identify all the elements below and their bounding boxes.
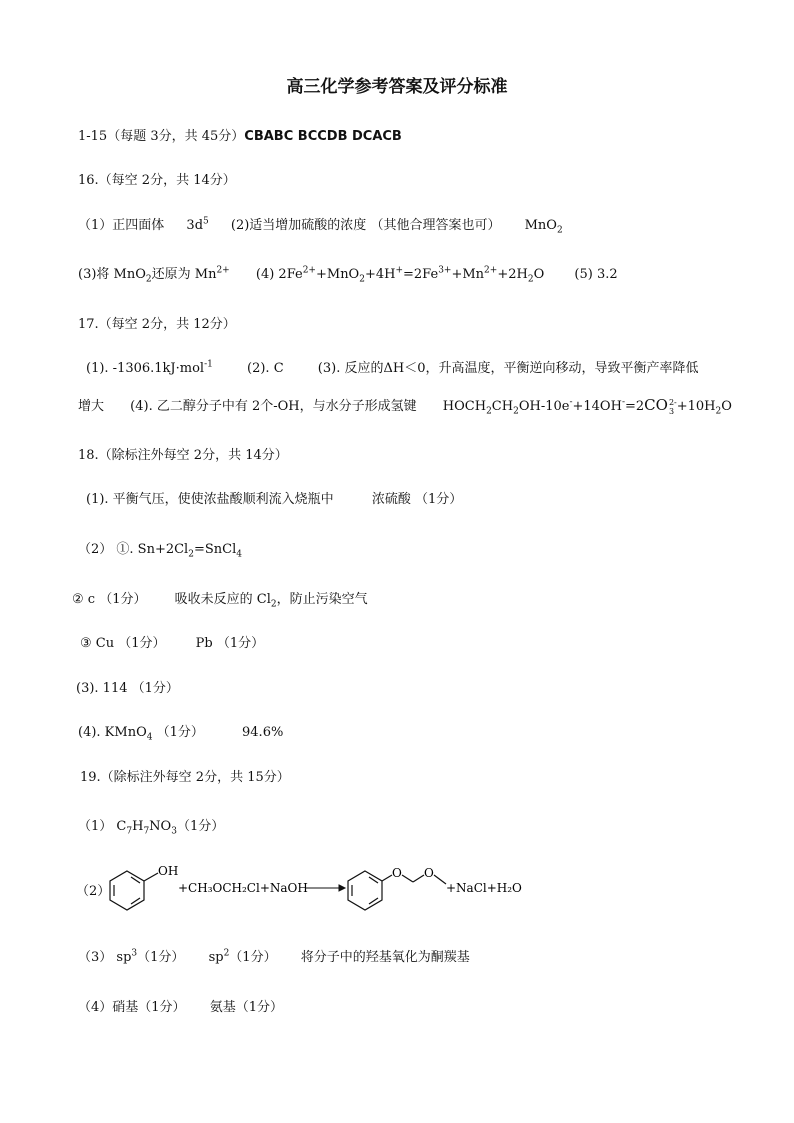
q16-ans-4: (4) $2Fe^{2+}+MnO_2+4H^+=2Fe^{3+}+Mn^{2+}+2H_2O$ [255, 265, 545, 285]
reaction-scheme [0, 852, 794, 922]
page-title: 高三化学参考答案及评分标准 [286, 77, 508, 97]
q18-ans-2: 浓硫酸 （1分） [371, 492, 463, 507]
q19-ans-4: $sp^2(1$分） [208, 948, 277, 965]
ether-o-1: O [392, 866, 402, 880]
q19-ans-1: （1） $C_7H_7NO_3(1$分） [78, 819, 225, 837]
q17-ans-3: (3). 反应的ΔH＜0，升高温度，平衡逆向移动，导致平衡产率降低 [317, 361, 699, 376]
q19-line-3 [78, 946, 470, 965]
q18-line-6 [78, 721, 284, 743]
q19-ans-6: （4）硝基（1分） [78, 1000, 186, 1015]
phenol-structure [110, 871, 158, 910]
q18-header: 18.（除标注外每空 2分，共 14分） [78, 448, 288, 463]
q18-line-2 [78, 538, 242, 560]
q18-ans-9: (4). KMnO$_4$ （1分） [78, 725, 204, 743]
reaction-arrow [305, 885, 345, 891]
q16-line-1 [78, 214, 563, 236]
q18-ans-6: ③ Cu （1分） [80, 636, 166, 651]
q18-ans-7: Pb （1分） [195, 636, 265, 651]
mc-line [78, 125, 402, 144]
q16-ans-2b: MnO$_2$ [524, 218, 563, 236]
q19-ans-5: 将分子中的羟基氧化为酮羰基 [300, 950, 470, 965]
q18-ans-3: （2） ①. $Sn+2Cl_2=SnCl_4$ [78, 542, 242, 560]
carbonate-ion: CO [644, 396, 668, 414]
q16-ans-1b: $3d^5$ [186, 216, 209, 233]
q19-ans-2-label: （2） [76, 884, 111, 899]
q19-header: 19.（除标注外每空 2分，共 15分） [80, 770, 290, 785]
q16-ans-1: （1）正四面体 [78, 218, 165, 233]
q16-ans-5: (5) 3.2 [574, 267, 618, 282]
ether-o-2: O [424, 866, 434, 880]
q17-line-2 [78, 395, 732, 416]
q18-line-4 [80, 632, 264, 651]
products: +NaCl+H₂O [446, 881, 522, 895]
q18-line-3 [72, 588, 368, 610]
q16-ans-2: (2)适当增加硫酸的浓度 （其他合理答案也可） [230, 218, 501, 233]
q18-ans-5: 吸收未反应的 $Cl_2$，防止污染空气 [174, 592, 368, 610]
q18-line-5: (3). 114 （1分） [76, 681, 179, 696]
q17-ans-4: (4). 乙二醇分子中有 2个-OH，与水分子形成氢键 [130, 399, 417, 414]
q16-line-2 [78, 263, 618, 285]
phenol-oh-label: OH [158, 864, 179, 878]
q16-header: 16.（每空 2分，共 14分） [78, 173, 236, 188]
q19-ans-3: （3） $sp^3(1$分） [78, 948, 185, 965]
q18-line-1 [86, 488, 462, 507]
mc-range: 1-15（每题 3分，共 45分） [78, 129, 245, 144]
q17-header: 17.（每空 2分，共 12分） [78, 317, 236, 332]
q18-ans-10: 94.6% [242, 725, 284, 740]
q18-ans-1: (1). 平衡气压，使使浓盐酸顺利流入烧瓶中 [86, 492, 334, 507]
q17-ans-5: $HOCH_2CH_2OH-10e^-+14OH^-=2CO$ 2- 3 $+10H_2O$ [442, 396, 732, 417]
q17-ans-2: (2). C [247, 361, 284, 376]
q17-line-1 [86, 357, 698, 376]
q19-ans-7: 氨基（1分） [209, 1000, 283, 1015]
mc-answers: CBABC BCCDB DCACB [244, 129, 402, 144]
q17-ans-3-cont: 增大 [78, 399, 105, 414]
q16-ans-3: (3)将 MnO$_2$还原为 $Mn^{2+}$ [78, 265, 230, 285]
q19-line-4 [78, 996, 283, 1015]
reagents: +CH₃OCH₂Cl+NaOH [178, 881, 308, 895]
q17-ans-1: (1). -1306.1kJ·mol$^{-1}$ [86, 359, 213, 376]
q18-ans-4: ② c （1分） [72, 592, 147, 607]
q19-reaction [0, 852, 794, 922]
q19-line-1 [78, 815, 225, 837]
